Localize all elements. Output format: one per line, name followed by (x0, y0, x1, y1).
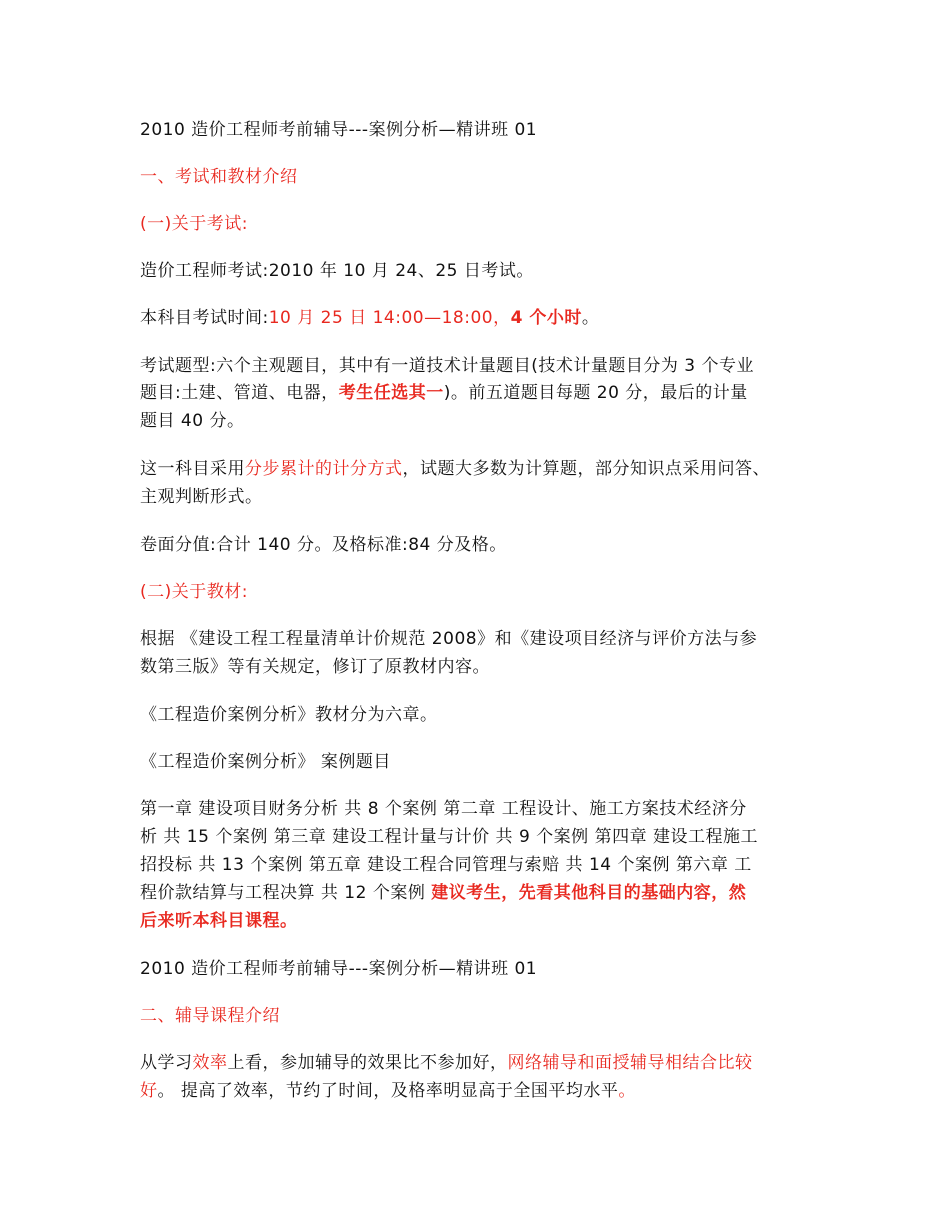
advice-highlight-a: 建议考生，先看其他科目的基础内容，然 (431, 883, 747, 903)
exam-time-label: 本科目考试时间: (140, 308, 269, 328)
study-line-1 (140, 1051, 753, 1075)
question-type-line-2 (140, 381, 748, 405)
study-highlight-efficiency: 效率 (192, 1053, 228, 1073)
document-title: 2010 造价工程师考前辅导---案例分析—精讲班 01 (140, 120, 538, 140)
question-type-line-1: 考试题型:六个主观题目，其中有一道技术计量题目(技术计量题目分为 3 个专业 (140, 356, 754, 376)
study-text-c: 。 提高了效率，节约了时间，及格率明显高于全国平均水平 (157, 1081, 619, 1101)
exam-time-text (140, 306, 599, 330)
document-title-repeat: 2010 造价工程师考前辅导---案例分析—精讲班 01 (140, 959, 538, 979)
advice-highlight-b: 后来听本科目课程。 (140, 911, 298, 931)
exam-duration: 4 个小时 (510, 308, 582, 328)
study-line-2 (140, 1079, 636, 1103)
cases-header: 《工程造价案例分析》 案例题目 (140, 752, 391, 772)
chapters-line-2: 析 共 15 个案例 第三章 建设工程计量与计价 共 9 个案例 第四章 建设工程施工 (140, 827, 758, 847)
exam-time-value: 10 月 25 日 14:00—18:00， (268, 308, 511, 328)
subsection-heading-exam: (一)关于考试: (140, 214, 248, 234)
study-text-a: 从学习 (140, 1053, 193, 1073)
textbook-line-2: 数第三版》等有关规定，修订了原教材内容。 (140, 657, 490, 677)
exam-date-text: 造价工程师考试:2010 年 10 月 24、25 日考试。 (140, 261, 534, 281)
study-highlight-combined: 网络辅导和面授辅导相结合比较 (507, 1053, 753, 1073)
chapters-line-4 (140, 881, 746, 905)
study-text-b: 上看，参加辅导的效果比不参加好， (227, 1053, 508, 1073)
scoring-text-a: 这一科目采用 (140, 459, 245, 479)
subsection-heading-textbook: (二)关于教材: (140, 582, 248, 602)
scoring-line-1 (140, 457, 770, 481)
study-highlight-good: 好 (140, 1081, 158, 1101)
question-type-text-b: )。前五道题目每题 20 分，最后的计量 (443, 383, 748, 403)
exam-time-end: 。 (581, 308, 600, 328)
question-type-line-3: 题目 40 分。 (140, 411, 245, 431)
study-text-end: 。 (618, 1081, 636, 1101)
scoring-text-b: ，试题大多数为计算题，部分知识点采用问答、 (402, 459, 770, 479)
section-heading-1: 一、考试和教材介绍 (140, 167, 298, 187)
scoring-line-2: 主观判断形式。 (140, 487, 263, 507)
question-type-text-a: 题目:土建、管道、电器， (140, 383, 339, 403)
section-heading-2: 二、辅导课程介绍 (140, 1006, 280, 1026)
chapters-text: 程价款结算与工程决算 共 12 个案例 (140, 883, 432, 903)
textbook-line-1: 根据 《建设工程工程量清单计价规范 2008》和《建设项目经济与评价方法与参 (140, 629, 758, 649)
chapters-intro: 《工程造价案例分析》教材分为六章。 (140, 705, 438, 725)
total-score-text: 卷面分值:合计 140 分。及格标准:84 分及格。 (140, 535, 507, 555)
chapters-line-3: 招投标 共 13 个案例 第五章 建设工程合同管理与索赔 共 14 个案例 第六章 工 (140, 855, 752, 875)
chapters-line-1: 第一章 建设项目财务分析 共 8 个案例 第二章 工程设计、施工方案技术经济分 (140, 799, 747, 819)
scoring-highlight: 分步累计的计分方式 (245, 459, 403, 479)
question-type-highlight: 考生任选其一 (338, 383, 444, 403)
